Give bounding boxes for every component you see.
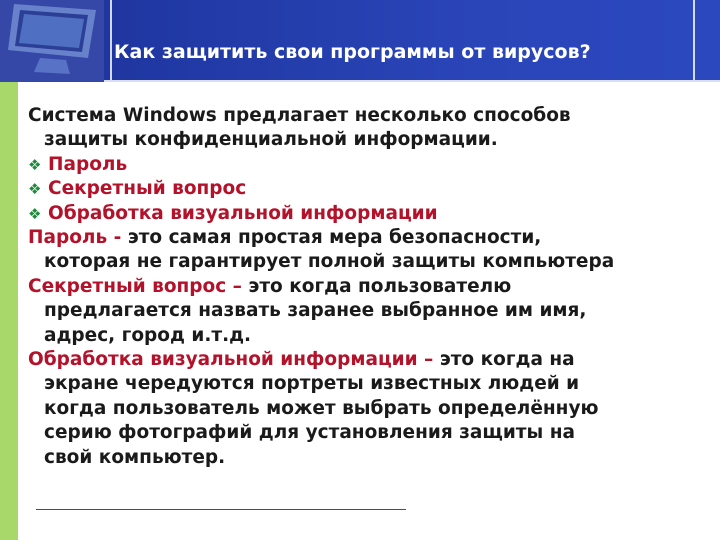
definition-line: серию фотографий для установления защиты на <box>44 422 575 444</box>
definition-line: которая не гарантирует полной защиты компьютера <box>44 251 615 273</box>
slide-title: Как защитить свои программы от вирусов? <box>114 41 591 63</box>
definition-term: Обработка визуальной информации – <box>28 349 440 371</box>
list-item-label: Секретный вопрос <box>48 178 247 200</box>
intro-line: защиты конфиденциальной информации. <box>44 129 498 151</box>
diamond-bullet-icon: ❖ <box>28 204 42 223</box>
list-item-label: Обработка визуальной информации <box>48 202 438 224</box>
header-bar <box>104 0 720 82</box>
list-item <box>28 202 718 226</box>
footer-divider <box>36 509 406 510</box>
definition-line: экране чередуются портреты известных людей и <box>44 373 580 395</box>
definition-text: это когда пользователю <box>248 275 512 297</box>
computer-monitor-icon <box>0 0 104 82</box>
intro-line: Система Windows предлагает несколько способов <box>28 105 571 126</box>
definition-line: адрес, город и.т.д. <box>44 324 252 346</box>
definition-line: когда пользователь может выбрать определённую <box>44 397 599 419</box>
definition-term: Секретный вопрос – <box>28 275 249 297</box>
list-item <box>28 177 718 201</box>
definition-line: предлагается назвать заранее выбранное им имя, <box>44 300 587 322</box>
header-underline <box>104 80 720 82</box>
diamond-bullet-icon: ❖ <box>28 180 42 199</box>
definition-line: свой компьютер. <box>44 446 226 468</box>
diamond-bullet-icon: ❖ <box>28 155 42 174</box>
list-item-label: Пароль <box>48 153 128 175</box>
definition-text: это самая простая мера безопасности, <box>127 227 542 249</box>
header-divider <box>110 0 112 82</box>
definition-line <box>28 348 718 372</box>
definition-text: это когда на <box>439 349 575 371</box>
slide-content <box>28 104 718 470</box>
list-item <box>28 153 718 177</box>
definition-line <box>28 226 718 250</box>
definition-term: Пароль - <box>28 227 128 249</box>
definition-line <box>28 275 718 299</box>
